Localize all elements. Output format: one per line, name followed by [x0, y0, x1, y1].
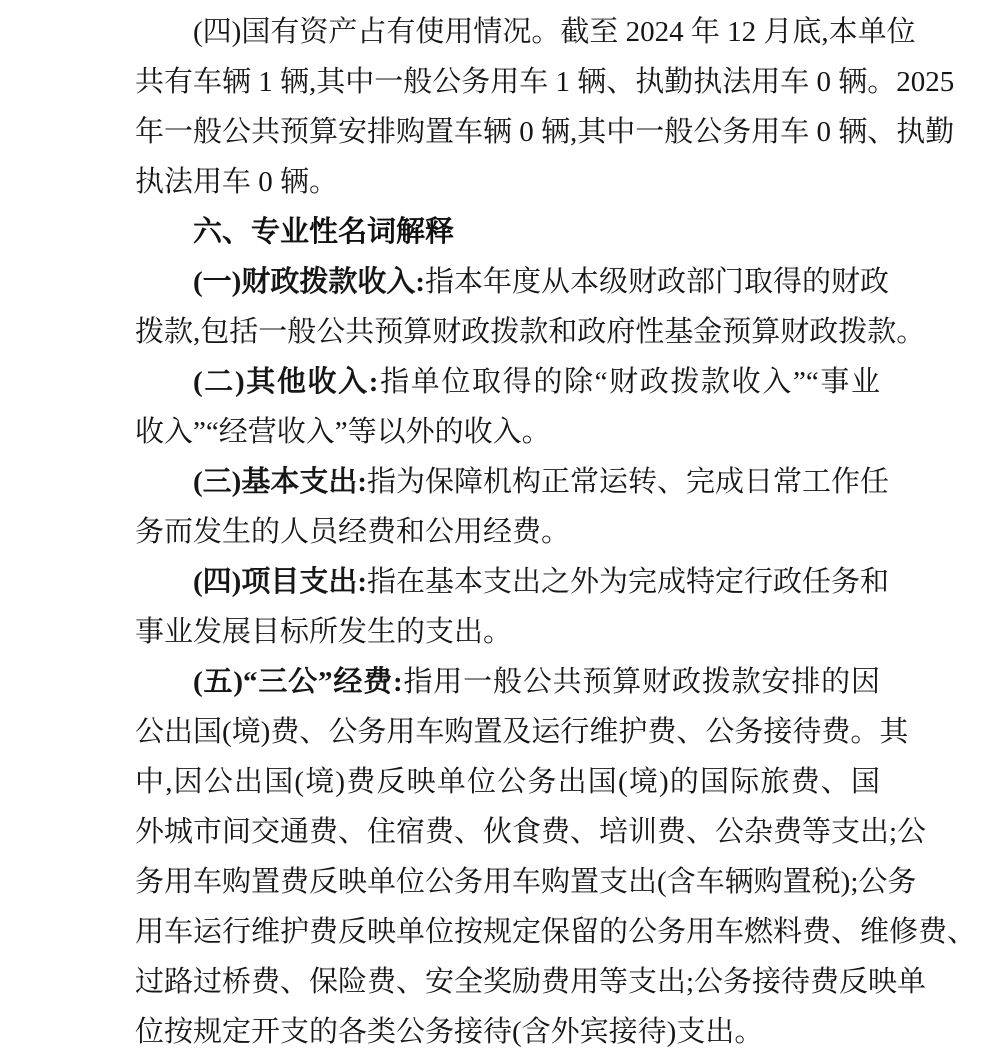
definition-term: (五)“三公”经费: [193, 666, 403, 698]
definition-body: 指在基本支出之外为完成特定行政任务和 [366, 566, 889, 598]
text-line [135, 357, 880, 407]
text-line: 过路过桥费、保险费、安全奖励费用等支出;公务接待费反映单 [135, 966, 927, 998]
section-heading-glossary: 六、专业性名词解释 [193, 216, 455, 248]
text-line [135, 257, 889, 307]
text-line: 务用车购置费反映单位公务用车购置支出(含车辆购置税);公务 [135, 866, 917, 898]
definition-paragraph-other-income [135, 357, 880, 457]
text-line: 执法用车 0 辆。 [135, 166, 339, 198]
text-line: 中,因公出国(境)费反映单位公务出国(境)的国际旅费、国 [135, 766, 880, 798]
text-line: 位按规定开支的各类公务接待(含外宾接待)支出。 [135, 1016, 764, 1048]
definition-body: 指本年度从本级财政部门取得的财政 [424, 266, 889, 298]
text-line: 收入”“经营收入”等以外的收入。 [135, 416, 551, 448]
definition-term: (三)基本支出: [193, 466, 367, 498]
definition-paragraph-three-public-funds [135, 657, 977, 1057]
text-line: 事业发展目标所发生的支出。 [135, 616, 513, 648]
definition-term: (四)项目支出: [193, 566, 367, 598]
paragraph-state-assets [135, 7, 955, 207]
text-line: 年一般公共预算安排购置车辆 0 辆,其中一般公务用车 0 辆、执勤 [135, 116, 955, 148]
definition-term: (一)财政拨款收入: [193, 266, 425, 298]
text-line [135, 657, 880, 707]
definition-body: 指单位取得的除“财政拨款收入”“事业 [378, 366, 880, 398]
text-line: (四)国有资产占有使用情况。截至 2024 年 12 月底,本单位 [193, 16, 916, 48]
definition-paragraph-basic-expenditure [135, 457, 889, 557]
definition-body: 指为保障机构正常运转、完成日常工作任 [366, 466, 889, 498]
definition-paragraph-fiscal-appropriation-income [135, 257, 926, 357]
text-line: 用车运行维护费反映单位按规定保留的公务用车燃料费、维修费、 [135, 916, 977, 948]
text-line: 拨款,包括一般公共预算财政拨款和政府性基金预算财政拨款。 [135, 316, 926, 348]
text-line: 共有车辆 1 辆,其中一般公务用车 1 辆、执勤执法用车 0 辆。2025 [135, 66, 955, 98]
definition-body: 指用一般公共预算财政拨款安排的因 [402, 666, 880, 698]
text-line: 外城市间交通费、住宿费、伙食费、培训费、公杂费等支出;公 [135, 816, 927, 848]
text-line: 公出国(境)费、公务用车购置及运行维护费、公务接待费。其 [135, 716, 909, 748]
text-line [135, 557, 889, 607]
text-line [135, 457, 889, 507]
definition-term: (二)其他收入: [193, 366, 379, 398]
definition-paragraph-project-expenditure [135, 557, 889, 657]
text-line: 务而发生的人员经费和公用经费。 [135, 516, 571, 548]
